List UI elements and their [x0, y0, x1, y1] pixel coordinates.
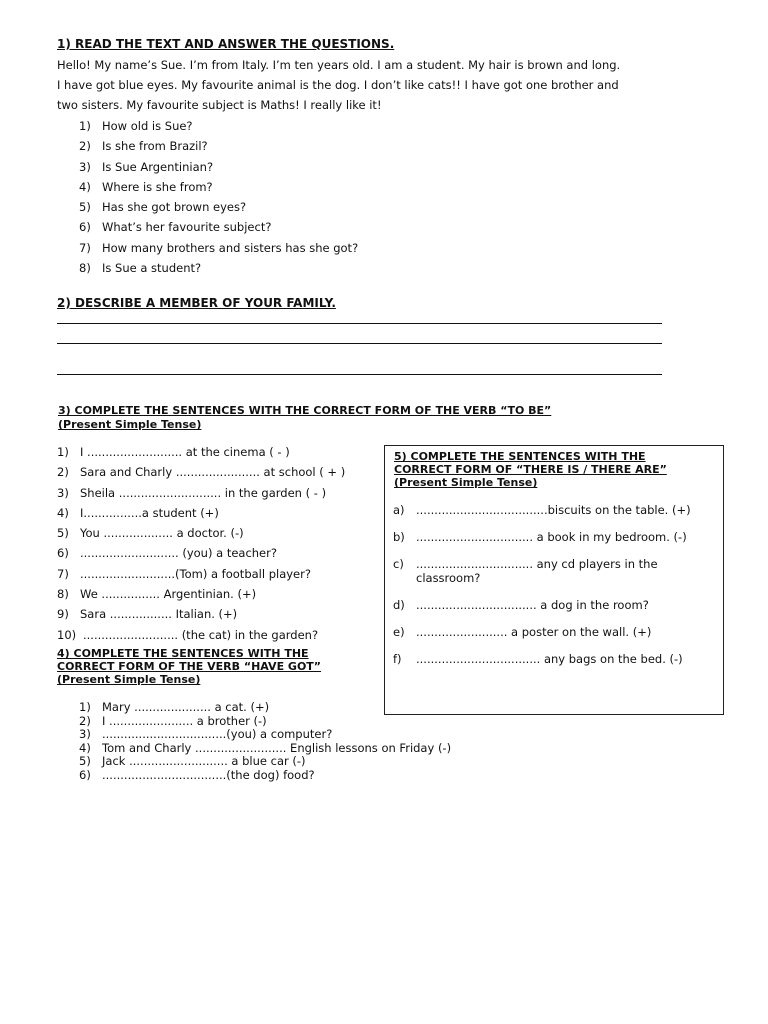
section-4-title-line: 4) COMPLETE THE SENTENCES WITH THE — [57, 647, 309, 660]
exercise-item: 2) Sara and Charly ....................... at school ( + ) — [57, 465, 346, 480]
section-5-title-line: CORRECT FORM OF “THERE IS / THERE ARE” — [394, 463, 667, 476]
exercise-item: 1) Mary ..................... a cat. (+) — [79, 700, 270, 714]
exercise-item: b) ................................ a book in my bedroom. (-) — [393, 530, 687, 544]
answer-line — [57, 323, 662, 324]
exercise-item: 2) I ....................... a brother (-) — [79, 713, 267, 728]
question-item: 8) Is Sue a student? — [79, 261, 202, 276]
question-item: 3) Is Sue Argentinian? — [79, 159, 214, 174]
exercise-item: 6) ..................................(the dog) food? — [79, 767, 315, 782]
exercise-item: a) ....................................biscuits on the table. (+) — [393, 503, 691, 517]
section-5-box — [384, 445, 724, 715]
exercise-item: 3) ..................................(you) a computer? — [79, 727, 333, 741]
question-item: 2) Is she from Brazil? — [79, 139, 208, 154]
question-item: 4) Where is she from? — [79, 179, 213, 194]
exercise-item: d) ................................. a dog in the room? — [393, 598, 649, 612]
there-is-list — [393, 503, 706, 679]
questions-list — [79, 116, 358, 278]
exercise-item: 3) Sheila ............................ in the garden ( - ) — [57, 485, 327, 500]
section-3-subtitle: (Present Simple Tense) — [58, 418, 202, 431]
section-5-subtitle: (Present Simple Tense) — [394, 476, 538, 489]
question-item: 5) Has she got brown eyes? — [79, 200, 247, 215]
section-5-title — [394, 450, 667, 489]
reading-text-line: Hello! My name’s Sue. I’m from Italy. I’m ten years old. I am a student. My hair is brown and long. — [57, 58, 621, 72]
exercise-item: e) ......................... a poster on the wall. (+) — [393, 625, 652, 639]
exercise-item: f) .................................. any bags on the bed. (-) — [393, 652, 683, 666]
reading-text — [57, 55, 677, 115]
question-item: 7) How many brothers and sisters has she got? — [79, 240, 359, 255]
exercise-item: 4) Tom and Charly ......................... English lessons on Friday (-) — [79, 740, 452, 755]
question-item: 1) How old is Sue? — [79, 119, 193, 133]
exercise-item: 10) .......................... (the cat) in the garden? — [57, 627, 319, 642]
to-be-list — [57, 442, 345, 645]
exercise-item: 5) You ................... a doctor. (-) — [57, 526, 244, 541]
exercise-item: 1) I .......................... at the cinema ( - ) — [57, 445, 290, 459]
answer-line — [57, 374, 662, 375]
exercise-item: 5) Jack ........................... a blue car (-) — [79, 754, 306, 768]
exercise-item: 6) ........................... (you) a teacher? — [57, 546, 277, 561]
section-5-title-line: 5) COMPLETE THE SENTENCES WITH THE — [394, 450, 646, 463]
section-4-subtitle: (Present Simple Tense) — [57, 673, 201, 686]
section-4-title — [57, 647, 321, 686]
section-3-title: 3) COMPLETE THE SENTENCES WITH THE CORRECT FORM OF THE VERB “TO BE” — [58, 404, 552, 417]
exercise-item: 8) We ................ Argentinian. (+) — [57, 587, 257, 602]
exercise-item: 9) Sara ................. Italian. (+) — [57, 607, 238, 622]
exercise-item: c) ................................ any cd players in the classroom? — [393, 557, 658, 585]
section-2-title: 2) DESCRIBE A MEMBER OF YOUR FAMILY. — [57, 296, 336, 310]
answer-line — [57, 343, 662, 344]
exercise-item: 7) ..........................(Tom) a football player? — [57, 566, 311, 581]
section-4-title-line: CORRECT FORM OF THE VERB “HAVE GOT” — [57, 660, 322, 673]
question-item: 6) What’s her favourite subject? — [79, 220, 272, 235]
reading-text-line: I have got blue eyes. My favourite animal is the dog. I don’t like cats!! I have got one brother and — [57, 78, 619, 92]
section-1-title: 1) READ THE TEXT AND ANSWER THE QUESTIONS. — [57, 37, 395, 51]
reading-text-line: two sisters. My favourite subject is Maths! I really like it! — [57, 98, 382, 112]
exercise-item: 4) I................a student (+) — [57, 505, 219, 520]
